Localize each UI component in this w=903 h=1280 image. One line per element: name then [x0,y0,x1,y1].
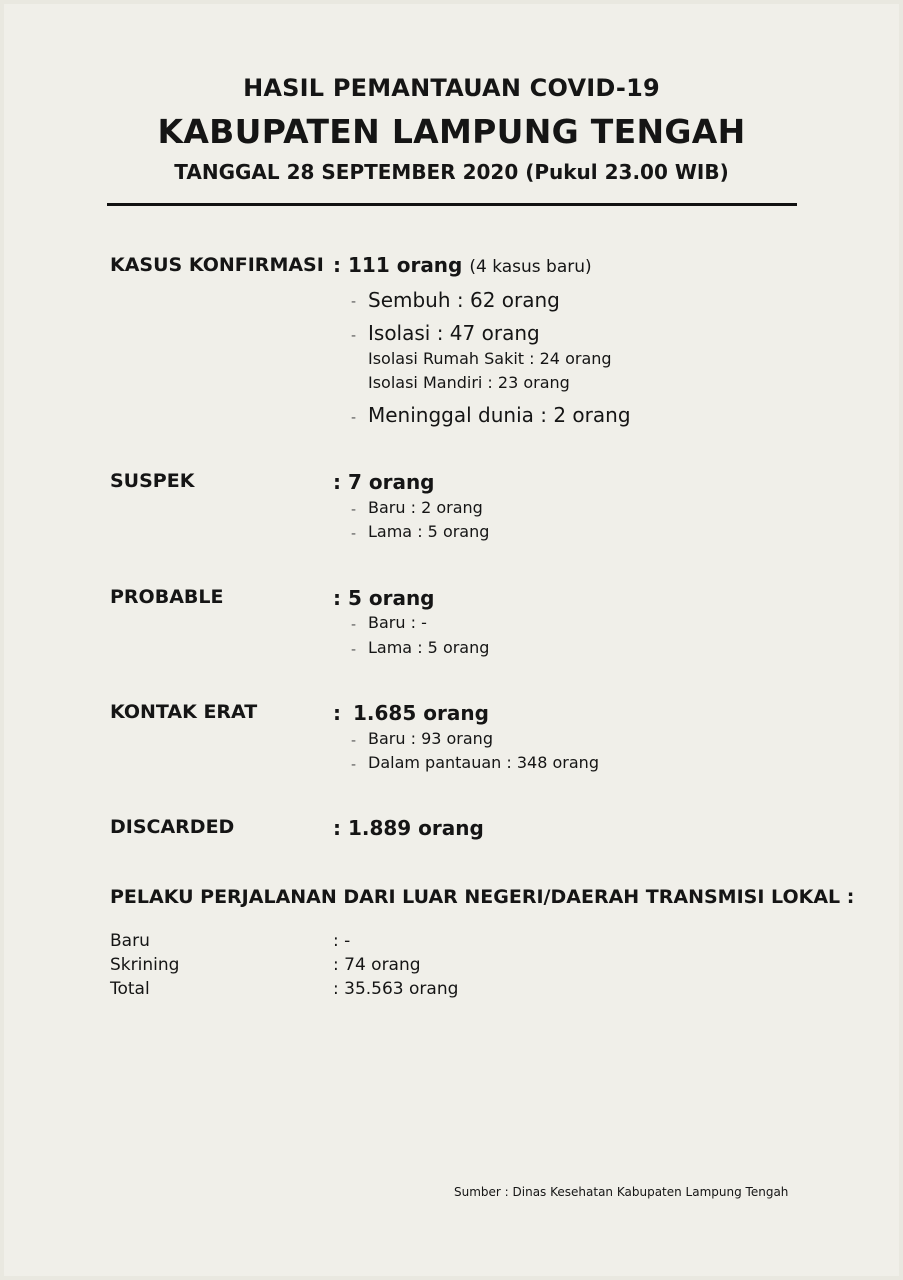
dash-icon: - [351,617,357,633]
konfirmasi-colon: : [333,253,341,277]
travel-row-value: : - [333,931,351,951]
dash-icon: - [351,502,357,518]
dash-icon: - [351,642,357,658]
header-line-1: HASIL PEMANTAUAN COVID-19 [243,74,660,102]
suspek-baru: Baru : 2 orang [368,498,483,517]
dash-icon: - [351,526,357,542]
dash-icon: - [351,410,357,426]
probable-label: PROBABLE [110,586,224,608]
kontak-erat-label: KONTAK ERAT [110,701,258,723]
suspek-lama: Lama : 5 orang [368,522,490,541]
header-divider [107,203,797,206]
konfirmasi-value [348,253,592,277]
dash-icon: - [351,328,357,344]
kontak-erat-value: 1.685 orang [353,701,489,725]
suspek-label: SUSPEK [110,470,195,492]
dash-icon: - [351,733,357,749]
konfirmasi-sembuh: Sembuh : 62 orang [368,288,560,312]
discarded-value: : 1.889 orang [333,816,484,840]
dash-icon: - [351,294,357,310]
travel-row-label: Baru [110,931,150,951]
konfirmasi-count: 111 orang [348,253,463,277]
suspek-value: : 7 orang [333,470,435,494]
probable-baru: Baru : - [368,613,427,632]
kontak-erat-pantauan: Dalam pantauan : 348 orang [368,753,599,772]
header-line-2: KABUPATEN LAMPUNG TENGAH [157,112,746,151]
probable-lama: Lama : 5 orang [368,638,490,657]
kontak-erat-colon: : [333,701,341,725]
kontak-erat-baru: Baru : 93 orang [368,729,493,748]
source-note: Sumber : Dinas Kesehatan Kabupaten Lampung Tengah [454,1185,789,1199]
konfirmasi-meninggal: Meninggal dunia : 2 orang [368,403,631,427]
konfirmasi-isolasi: Isolasi : 47 orang [368,321,540,345]
travel-heading: PELAKU PERJALANAN DARI LUAR NEGERI/DAERAH TRANSMISI LOKAL : [110,886,855,908]
konfirmasi-isolasi-mandiri: Isolasi Mandiri : 23 orang [368,373,570,392]
dash-icon: - [351,757,357,773]
travel-row-value: : 35.563 orang [333,979,459,999]
header-line-3: TANGGAL 28 SEPTEMBER 2020 (Pukul 23.00 WIB) [174,160,729,184]
travel-row-label: Skrining [110,955,180,975]
travel-row-value: : 74 orang [333,955,421,975]
konfirmasi-label: KASUS KONFIRMASI [110,254,324,276]
travel-row-label: Total [110,979,150,999]
discarded-label: DISCARDED [110,816,235,838]
konfirmasi-note: (4 kasus baru) [469,257,592,277]
probable-value: : 5 orang [333,586,435,610]
konfirmasi-isolasi-rs: Isolasi Rumah Sakit : 24 orang [368,349,612,368]
